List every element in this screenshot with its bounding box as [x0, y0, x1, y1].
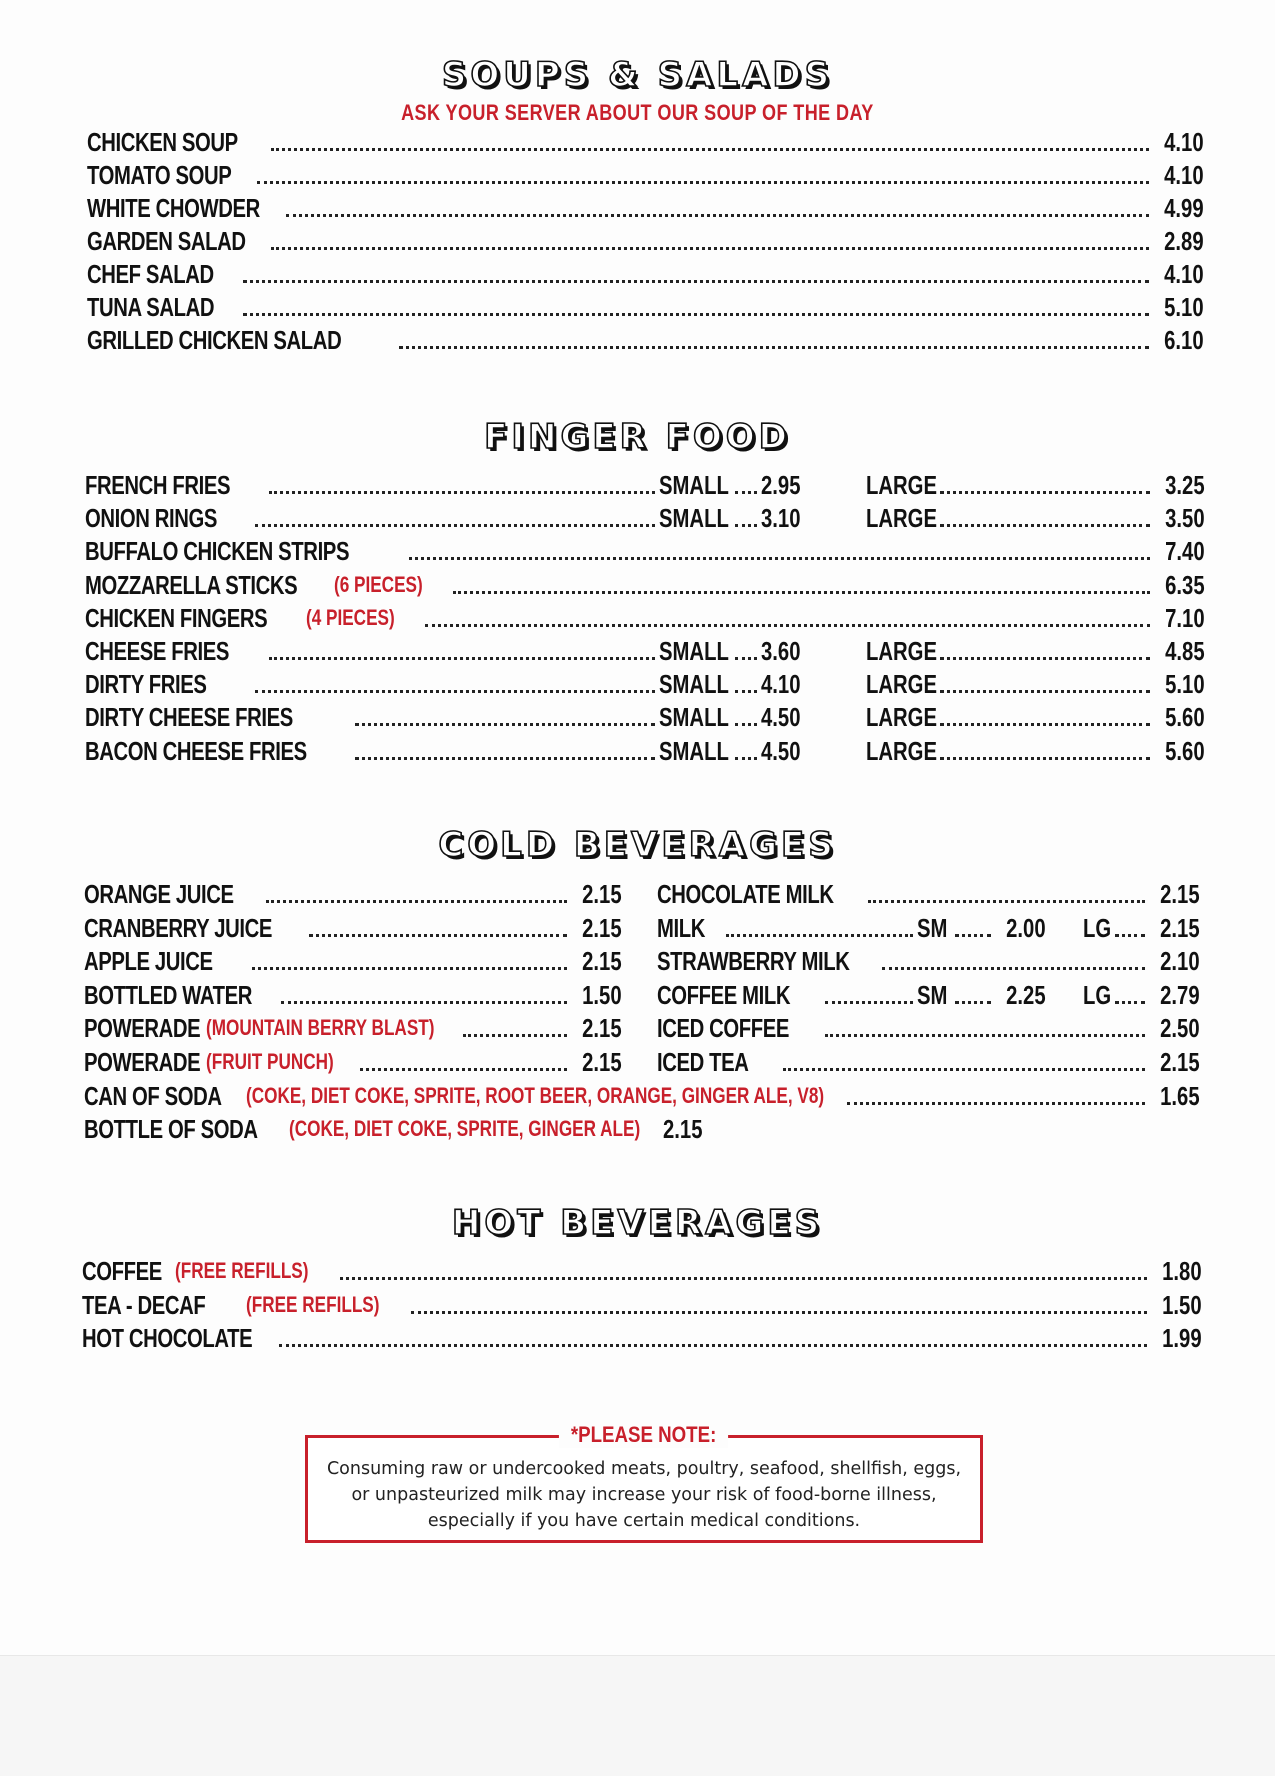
item-name: ONION RINGS	[85, 503, 218, 534]
item-name-wrap	[657, 980, 821, 1010]
item-price-wrap	[1153, 325, 1204, 355]
dot-leader	[340, 1277, 1147, 1280]
item-name: DIRTY CHEESE FRIES	[85, 702, 293, 733]
lg-label: LG	[1083, 912, 1112, 943]
item-name: TUNA SALAD	[87, 292, 215, 322]
item-name: ORANGE JUICE	[84, 879, 234, 909]
item-price-wrap	[1149, 912, 1200, 943]
item-price-wrap	[1154, 503, 1205, 534]
item-price-wrap	[995, 979, 1046, 1010]
finger-food-row	[85, 667, 805, 699]
soup-salad-row	[87, 191, 1204, 223]
item-note: (4 PIECES)	[306, 604, 395, 630]
item-name-wrap	[657, 946, 878, 976]
dot-leader	[399, 346, 1149, 349]
item-note-wrap	[246, 1288, 407, 1320]
finger-food-row	[85, 634, 805, 666]
dot-leader	[266, 900, 567, 903]
item-price-wrap	[761, 736, 805, 766]
hot-beverage-row	[82, 1288, 1202, 1320]
item-price-wrap	[663, 1114, 711, 1144]
item-note-wrap	[206, 1045, 356, 1077]
item-price: 2.15	[663, 1114, 703, 1144]
dot-leader	[940, 524, 1150, 527]
item-price-wrap	[1149, 1081, 1200, 1111]
dot-leader	[257, 181, 1149, 184]
item-name: DIRTY FRIES	[85, 669, 207, 700]
small-label-wrap	[659, 702, 731, 732]
item-name: TOMATO SOUP	[87, 160, 232, 190]
dot-leader	[411, 1311, 1147, 1314]
item-name-wrap	[84, 1081, 246, 1111]
small-label-wrap	[659, 669, 731, 699]
item-name-wrap	[657, 879, 864, 909]
small-label: SMALL	[659, 636, 729, 666]
dot-leader	[825, 1034, 1145, 1037]
finger-food-row	[85, 501, 805, 533]
dot-leader	[726, 934, 913, 937]
dot-leader	[252, 967, 567, 970]
dot-leader	[271, 247, 1149, 250]
item-price: 4.10	[1164, 160, 1204, 190]
finger-food-large	[866, 501, 1205, 534]
soup-salad-row	[87, 125, 1204, 157]
cold-beverage-row	[657, 978, 1200, 1010]
large-label: LARGE	[866, 470, 937, 500]
finger-food-row	[85, 568, 1205, 600]
item-price-wrap	[1153, 193, 1204, 223]
item-price: 4.50	[761, 702, 801, 733]
item-note: (FREE REFILLS)	[246, 1291, 380, 1317]
dot-leader	[243, 280, 1149, 283]
soup-salad-row	[87, 323, 1204, 355]
hot-beverages-heading: HOT BEVERAGES	[451, 1203, 824, 1243]
cold-beverage-row	[657, 1011, 1200, 1044]
item-name: CHICKEN SOUP	[87, 127, 238, 157]
finger-food-large	[866, 634, 1205, 666]
item-name: MILK	[657, 912, 706, 943]
item-name-wrap	[84, 980, 277, 1010]
dot-leader	[825, 1001, 913, 1004]
item-price-wrap	[1153, 259, 1204, 289]
small-label: SMALL	[659, 735, 729, 766]
item-name-wrap	[87, 193, 282, 223]
item-note-wrap	[246, 1079, 843, 1111]
item-name: FRENCH FRIES	[85, 470, 231, 500]
please-note-box	[305, 1422, 983, 1543]
item-note-wrap	[175, 1254, 336, 1286]
dot-leader	[955, 1001, 991, 1004]
dot-leader	[409, 557, 1150, 560]
item-price: 2.79	[1160, 979, 1200, 1010]
cold-beverage-row	[657, 944, 1200, 977]
dot-leader	[882, 967, 1145, 970]
dot-leader	[847, 1102, 1145, 1105]
item-price: 6.10	[1164, 325, 1204, 355]
item-price: 1.65	[1160, 1081, 1200, 1111]
item-name-wrap	[87, 259, 239, 289]
large-label-wrap	[866, 669, 936, 699]
item-name-wrap	[85, 503, 251, 533]
cold-beverage-row	[84, 877, 622, 909]
dot-leader	[783, 1068, 1145, 1071]
item-price: 4.10	[1164, 127, 1204, 157]
item-price: 2.15	[1160, 912, 1200, 943]
item-name-wrap	[84, 913, 305, 943]
item-name-wrap	[85, 669, 251, 699]
item-price: 2.15	[1160, 879, 1200, 909]
item-price: 1.80	[1162, 1256, 1202, 1286]
item-price-wrap	[571, 979, 622, 1010]
item-price: 3.60	[761, 636, 801, 666]
item-price-wrap	[1154, 470, 1205, 500]
item-name: CHEF SALAD	[87, 259, 214, 289]
item-name: POWERADE	[84, 1047, 201, 1077]
dot-leader	[255, 690, 655, 693]
item-name-wrap	[85, 636, 265, 666]
small-label-wrap	[659, 736, 731, 766]
item-price-wrap	[1154, 602, 1205, 633]
finger-food-row	[85, 534, 1205, 567]
item-price-wrap	[1154, 702, 1205, 733]
item-name: APPLE JUICE	[84, 946, 213, 977]
item-name: MOZZARELLA STICKS	[85, 569, 298, 600]
soup-salad-row	[87, 257, 1204, 289]
bottle-of-soda-row	[84, 1112, 724, 1144]
item-name: BUFFALO CHICKEN STRIPS	[85, 536, 350, 567]
item-name: TEA - DECAF	[82, 1289, 206, 1320]
lg-label-wrap	[1083, 980, 1111, 1010]
dot-leader	[281, 1001, 567, 1004]
soup-salad-row	[87, 290, 1204, 322]
item-price-wrap	[1154, 669, 1205, 700]
item-price: 3.50	[1165, 503, 1205, 534]
item-name: COFFEE	[82, 1256, 162, 1286]
item-note-wrap	[306, 601, 421, 633]
item-price-wrap	[1153, 292, 1204, 322]
dot-leader	[940, 723, 1150, 726]
item-price: 2.15	[582, 912, 622, 943]
dot-leader	[1115, 1001, 1145, 1004]
dot-leader	[355, 757, 655, 760]
item-name-wrap	[657, 913, 722, 943]
item-name-wrap	[657, 1013, 821, 1043]
item-price-wrap	[1149, 946, 1200, 977]
can-of-soda-row	[84, 1079, 1200, 1111]
lg-label-wrap	[1083, 913, 1111, 943]
dot-leader	[735, 657, 757, 660]
cold-beverages-heading: COLD BEVERAGES	[438, 825, 837, 865]
item-name-wrap	[84, 946, 248, 976]
item-price: 4.85	[1165, 636, 1205, 666]
large-label-wrap	[866, 636, 936, 666]
dot-leader	[360, 1068, 567, 1071]
item-name-wrap	[85, 470, 265, 500]
item-name-wrap	[82, 1256, 175, 1286]
item-price: 2.10	[1160, 946, 1200, 977]
dot-leader	[940, 690, 1150, 693]
large-label-wrap	[866, 470, 936, 500]
finger-food-large	[866, 667, 1205, 700]
item-price: 5.10	[1165, 669, 1205, 700]
item-price: 4.99	[1164, 193, 1204, 223]
large-label: LARGE	[866, 503, 937, 534]
dot-leader	[286, 214, 1149, 217]
finger-food-large	[866, 700, 1205, 733]
item-price-wrap	[995, 912, 1046, 943]
item-name: GRILLED CHICKEN SALAD	[87, 325, 342, 355]
please-note-title: *PLEASE NOTE:	[559, 1422, 728, 1448]
item-price-wrap	[1154, 569, 1205, 600]
finger-food-row	[85, 601, 1205, 633]
dot-leader	[255, 524, 655, 527]
item-price: 2.15	[582, 1013, 622, 1044]
item-price-wrap	[571, 912, 622, 943]
finger-food-large	[866, 468, 1205, 500]
item-name: CHEESE FRIES	[85, 636, 230, 666]
item-price: 5.60	[1165, 735, 1205, 766]
soup-salad-row	[87, 224, 1204, 256]
dot-leader	[269, 491, 655, 494]
item-price: 6.35	[1165, 569, 1205, 600]
large-label-wrap	[866, 736, 936, 766]
item-name-wrap	[87, 160, 253, 190]
item-name-wrap	[85, 536, 405, 566]
item-name-wrap	[84, 1047, 206, 1077]
item-name-wrap	[85, 736, 351, 766]
cold-beverage-row	[84, 1045, 622, 1077]
item-note: (6 PIECES)	[334, 571, 423, 597]
item-name-wrap	[87, 226, 267, 256]
large-label: LARGE	[866, 735, 937, 766]
dot-leader	[735, 491, 757, 494]
item-name-wrap	[84, 879, 262, 909]
item-price-wrap	[1154, 636, 1205, 666]
item-price-wrap	[761, 470, 805, 500]
item-price: 2.95	[761, 470, 801, 500]
item-price: 4.10	[1164, 259, 1204, 289]
item-name-wrap	[657, 1047, 779, 1077]
item-name-wrap	[87, 325, 395, 355]
item-price: 5.10	[1164, 292, 1204, 322]
sm-label-wrap	[917, 980, 951, 1010]
cold-beverage-row	[84, 1011, 622, 1044]
item-price: 2.50	[1160, 1013, 1200, 1044]
small-label: SMALL	[659, 503, 729, 534]
item-price-wrap	[1149, 1013, 1200, 1044]
dot-leader	[309, 934, 567, 937]
item-note: (MOUNTAIN BERRY BLAST)	[206, 1015, 435, 1041]
item-name: BOTTLE OF SODA	[84, 1114, 258, 1144]
dot-leader	[453, 591, 1150, 594]
item-price: 2.00	[1006, 912, 1046, 943]
soups-salads-heading: SOUPS & SALADS	[441, 55, 834, 95]
item-name: BACON CHEESE FRIES	[85, 735, 307, 766]
dot-leader	[940, 757, 1150, 760]
dot-leader	[735, 524, 757, 527]
item-name: CHOCOLATE MILK	[657, 879, 834, 909]
dot-leader	[940, 657, 1150, 660]
item-price: 7.10	[1165, 602, 1205, 633]
item-price: 7.40	[1165, 536, 1205, 567]
item-name: CAN OF SODA	[84, 1081, 222, 1111]
item-name: STRAWBERRY MILK	[657, 946, 850, 977]
dot-leader	[425, 624, 1150, 627]
item-name: POWERADE	[84, 1013, 201, 1044]
item-price: 2.15	[582, 1047, 622, 1077]
item-note-wrap	[334, 568, 449, 600]
cold-beverage-row	[657, 911, 1200, 943]
item-price-wrap	[761, 636, 805, 666]
item-price: 2.89	[1164, 226, 1204, 256]
small-label-wrap	[659, 636, 731, 666]
hot-beverage-row	[82, 1321, 1202, 1353]
item-note: (FREE REFILLS)	[175, 1258, 309, 1283]
finger-food-row	[85, 734, 805, 766]
item-note: (COKE, DIET COKE, SPRITE, ROOT BEER, ORANGE, GINGER ALE, V8)	[246, 1083, 825, 1108]
soup-salad-row	[87, 158, 1204, 190]
item-name-wrap	[82, 1290, 246, 1320]
item-name: ICED TEA	[657, 1047, 749, 1077]
item-name-wrap	[85, 702, 351, 732]
sm-label: SM	[917, 912, 948, 943]
item-price-wrap	[1153, 160, 1204, 190]
item-name: HOT CHOCOLATE	[82, 1323, 253, 1353]
item-name-wrap	[87, 292, 239, 322]
finger-food-row	[85, 700, 805, 732]
sm-label: SM	[917, 979, 948, 1010]
cold-beverage-row	[84, 911, 622, 943]
item-price: 2.25	[1006, 979, 1046, 1010]
item-price-wrap	[761, 503, 805, 533]
item-name: BOTTLED WATER	[84, 979, 253, 1010]
item-price: 3.25	[1165, 470, 1205, 500]
item-price: 1.50	[1162, 1289, 1202, 1320]
dot-leader	[735, 690, 757, 693]
item-price-wrap	[571, 946, 622, 977]
dot-leader	[1115, 934, 1145, 937]
item-price: 2.15	[582, 946, 622, 977]
item-price: 1.50	[582, 979, 622, 1010]
item-price: 1.99	[1162, 1323, 1202, 1353]
item-price-wrap	[761, 669, 805, 699]
dot-leader	[463, 1034, 567, 1037]
item-price-wrap	[1151, 1323, 1202, 1353]
item-name-wrap	[84, 1013, 206, 1043]
cold-beverage-row	[84, 978, 622, 1010]
finger-food-row	[85, 468, 805, 500]
large-label: LARGE	[866, 702, 937, 733]
item-price: 3.10	[761, 503, 801, 534]
large-label-wrap	[866, 702, 936, 732]
large-label: LARGE	[866, 669, 937, 700]
item-price: 5.60	[1165, 702, 1205, 733]
item-price: 4.50	[761, 735, 801, 766]
item-name-wrap	[84, 1114, 289, 1144]
finger-food-large	[866, 734, 1205, 766]
dot-leader	[243, 313, 1149, 316]
item-price: 4.10	[761, 669, 801, 700]
item-note: (FRUIT PUNCH)	[206, 1049, 334, 1074]
cold-beverage-row	[84, 944, 622, 977]
finger-food-heading: FINGER FOOD	[484, 417, 791, 457]
dot-leader	[271, 148, 1149, 151]
dot-leader	[355, 723, 655, 726]
sm-label-wrap	[917, 913, 951, 943]
small-label: SMALL	[659, 702, 729, 733]
item-name: CHICKEN FINGERS	[85, 602, 268, 633]
dot-leader	[735, 723, 757, 726]
item-name: COFFEE MILK	[657, 979, 791, 1010]
item-name: GARDEN SALAD	[87, 226, 246, 256]
item-note-wrap	[206, 1011, 459, 1043]
item-price-wrap	[571, 1013, 622, 1044]
item-price: 2.15	[1160, 1047, 1200, 1077]
item-name: WHITE CHOWDER	[87, 193, 260, 223]
item-price: 2.15	[582, 879, 622, 909]
item-price-wrap	[1149, 1047, 1200, 1077]
soup-of-day-subtitle: ASK YOUR SERVER ABOUT OUR SOUP OF THE DAY	[401, 100, 874, 125]
item-note-wrap	[289, 1112, 663, 1144]
item-price-wrap	[1153, 127, 1204, 157]
item-price-wrap	[1153, 226, 1204, 256]
item-price-wrap	[1149, 979, 1200, 1010]
item-price-wrap	[761, 702, 805, 732]
item-name-wrap	[85, 603, 306, 633]
item-price-wrap	[1151, 1289, 1202, 1320]
dot-leader	[940, 491, 1150, 494]
item-name-wrap	[87, 127, 267, 157]
dot-leader	[279, 1344, 1147, 1347]
small-label-wrap	[659, 503, 731, 533]
item-price-wrap	[1154, 735, 1205, 766]
large-label-wrap	[866, 503, 936, 533]
item-name: ICED COFFEE	[657, 1013, 790, 1044]
dot-leader	[269, 657, 655, 660]
small-label: SMALL	[659, 470, 729, 500]
item-name-wrap	[85, 570, 334, 600]
cold-beverage-row	[657, 1045, 1200, 1077]
hot-beverage-row	[82, 1254, 1202, 1286]
dot-leader	[735, 757, 757, 760]
scan-bottom-edge	[0, 1655, 1275, 1776]
small-label: SMALL	[659, 669, 729, 700]
item-price-wrap	[1154, 536, 1205, 567]
item-price-wrap	[1151, 1256, 1202, 1286]
item-price-wrap	[571, 1047, 622, 1077]
item-note: (COKE, DIET COKE, SPRITE, GINGER ALE)	[289, 1116, 641, 1141]
item-price-wrap	[1149, 879, 1200, 909]
dot-leader	[955, 934, 991, 937]
item-name: CRANBERRY JUICE	[84, 912, 272, 943]
please-note-body: Consuming raw or undercooked meats, poultry, seafood, shellfish, eggs, or unpasteurized milk may increase your risk of food-borne illness, especially if you have certain medical conditions.	[326, 1459, 962, 1531]
lg-label: LG	[1083, 979, 1112, 1010]
item-price-wrap	[571, 879, 622, 909]
dot-leader	[868, 900, 1145, 903]
large-label: LARGE	[866, 636, 937, 666]
cold-beverage-row	[657, 877, 1200, 909]
item-name-wrap	[82, 1323, 275, 1353]
small-label-wrap	[659, 470, 731, 500]
